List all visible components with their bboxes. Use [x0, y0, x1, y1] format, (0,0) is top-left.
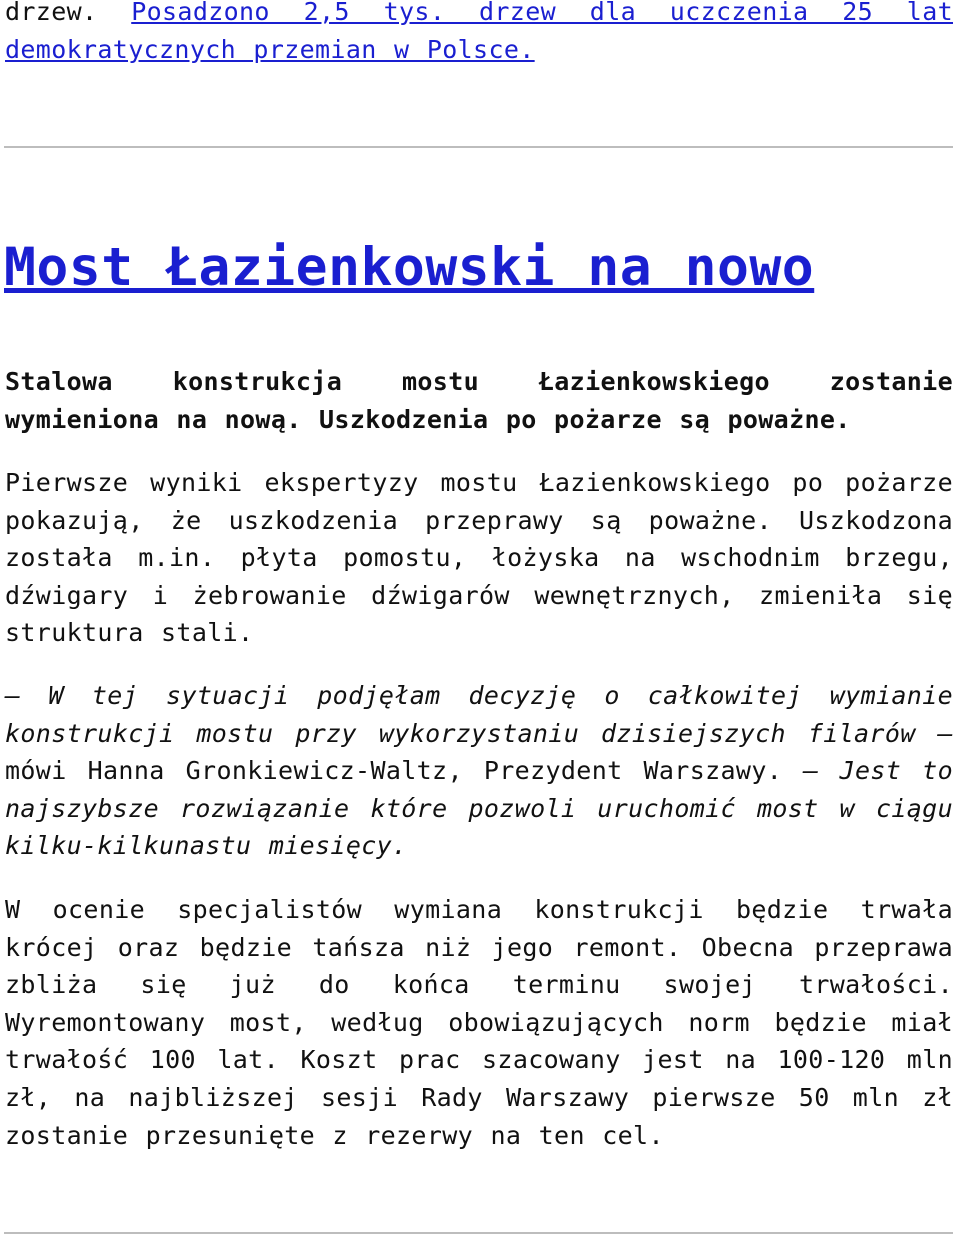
bottom-divider	[4, 1232, 953, 1234]
article-paragraph-3: W ocenie specjalistów wymiana konstrukcji będzie trwała krócej oraz będzie tańsza niż jego remont. Obecna przeprawa zbliża się już do końca terminu swojej trwałości. Wyremontowany most, według obowiązujących norm będzie miał trwałość 100 lat. Koszt prac szacowany jest na 100-120 mln zł, na najbliższej sesji Rady Warszawy pierwsze 50 mln zł zostanie przesunięte z rezerwy na ten cel.	[5, 895, 953, 1150]
previous-article-tail	[5, 0, 953, 68]
previous-article-link[interactable]: Posadzono 2,5 tys. drzew dla uczczenia 25 lat demokratycznych przemian w Polsce.	[5, 0, 953, 64]
article-title-link[interactable]: Most Łazienkowski na nowo	[4, 237, 815, 298]
section-divider	[4, 146, 953, 148]
article-title	[4, 236, 814, 300]
article-lead: Stalowa konstrukcja mostu Łazienkowskiego zostanie wymieniona na nową. Uszkodzenia po pożarze są poważne.	[5, 367, 953, 434]
article-quote-paragraph	[5, 677, 953, 865]
previous-article-prefix: drzew.	[5, 0, 98, 26]
quote-part-2: – Jest to najszybsze rozwiązanie które pozwoli uruchomić most w ciągu kilku-kilkunastu miesięcy.	[5, 756, 953, 861]
quote-part-1: – W tej sytuacji podjęłam decyzję o całkowitej wymianie konstrukcji mostu przy wykorzystaniu dzisiejszych filarów –	[5, 681, 953, 748]
article-paragraph-1: Pierwsze wyniki ekspertyzy mostu Łazienkowskiego po pożarze pokazują, że uszkodzenia przeprawy są poważne. Uszkodzona została m.in. płyta pomostu, łożyska na wschodnim brzegu, dźwigary i żebrowanie dźwigarów wewnętrznych, zmieniła się struktura stali.	[5, 468, 953, 648]
quote-attribution: mówi Hanna Gronkiewicz-Waltz, Prezydent Warszawy.	[5, 756, 783, 786]
